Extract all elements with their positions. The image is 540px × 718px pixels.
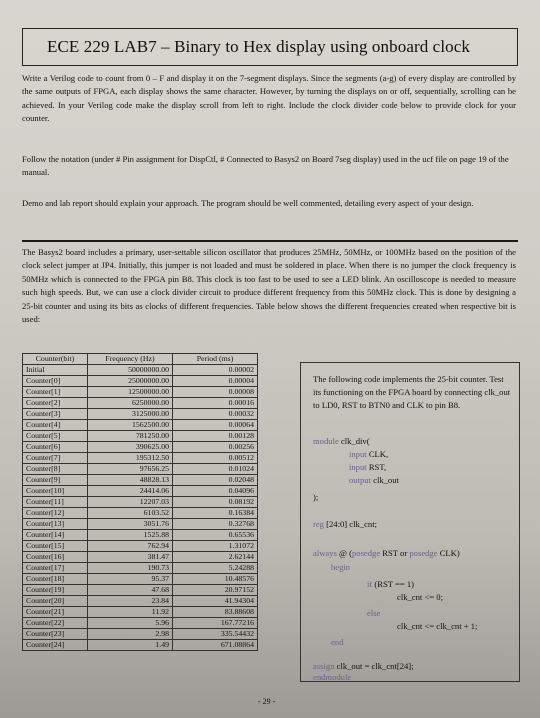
table-cell: 1525.88 <box>88 530 173 541</box>
paragraph-basys2: The Basys2 board includes a primary, user-settable silicon oscillator that produces 25MHz, 50MHz, or 100MHz based on the position of the clock select jumper at JP4. Initially, this jumper is not loaded and must be soldered in place. When there is no jumper the clock frequency is 50MHz which is connected to the FPGA pin B8. This clock is too fast to be used to see a LED blink. An oscilloscope is needed to measure such high speeds. But, we can use a clock divider circuit to produce different frequency from this 50MHz clock. This is done by designing a 25-bit counter and using its bits as clocks of different frequencies. Table below shows the different frequencies created when respective bit is used: <box>22 247 516 325</box>
code-keyword: endmodule <box>313 672 352 682</box>
table-row <box>23 552 258 563</box>
table-cell: Counter[3] <box>23 409 88 420</box>
table-cell: Counter[15] <box>23 541 88 552</box>
table-cell: 5.24288 <box>173 563 258 574</box>
table-row <box>23 508 258 519</box>
paragraph-demo: Demo and lab report should explain your approach. The program should be well commented, detailing every aspect of your design. <box>22 198 474 208</box>
table-cell: 2.98 <box>88 629 173 640</box>
table-header-cell: Frequency (Hz) <box>88 354 173 365</box>
table-row <box>23 596 258 607</box>
code-keyword: else <box>367 608 381 618</box>
code-line <box>349 448 388 461</box>
table-cell: 390625.00 <box>88 442 173 453</box>
code-text: @ ( <box>339 548 352 558</box>
table-row <box>23 442 258 453</box>
table-cell: Counter[13] <box>23 519 88 530</box>
table-cell: 2.62144 <box>173 552 258 563</box>
code-keyword: always <box>313 548 337 558</box>
table-row <box>23 453 258 464</box>
table-cell: Counter[10] <box>23 486 88 497</box>
table-cell: 20.97152 <box>173 585 258 596</box>
table-cell: Counter[0] <box>23 376 88 387</box>
code-keyword: end <box>331 637 344 647</box>
table-cell: 0.00008 <box>173 387 258 398</box>
table-cell: 0.02048 <box>173 475 258 486</box>
table-cell: 0.00512 <box>173 453 258 464</box>
table-cell: 0.00032 <box>173 409 258 420</box>
table-cell: Counter[11] <box>23 497 88 508</box>
table-cell: 12500000.00 <box>88 387 173 398</box>
table-row <box>23 519 258 530</box>
table-cell: Counter[21] <box>23 607 88 618</box>
table-row <box>23 464 258 475</box>
table-cell: 0.65536 <box>173 530 258 541</box>
code-keyword: begin <box>331 562 351 572</box>
table-cell: 0.00002 <box>173 365 258 376</box>
code-line <box>313 518 377 531</box>
table-cell: Initial <box>23 365 88 376</box>
code-keyword: posedge <box>351 548 381 558</box>
table-cell: Counter[18] <box>23 574 88 585</box>
code-line: ); <box>313 492 319 502</box>
table-row <box>23 376 258 387</box>
paragraph-notation: Follow the notation (under # Pin assignment for DispCtl, # Connected to Basys2 on Board 7seg display) used in the ucf file on page 19 of the manual. <box>22 154 509 178</box>
table-cell: Counter[9] <box>23 475 88 486</box>
table-cell: 11.92 <box>88 607 173 618</box>
code-text: CLK, <box>368 449 389 459</box>
table-cell: 24414.06 <box>88 486 173 497</box>
table-cell: 0.08192 <box>173 497 258 508</box>
code-text: RST or <box>382 548 408 558</box>
table-row <box>23 618 258 629</box>
table-cell: 23.84 <box>88 596 173 607</box>
table-cell: 0.00256 <box>173 442 258 453</box>
table-row <box>23 486 258 497</box>
table-cell: 95.37 <box>88 574 173 585</box>
table-row <box>23 420 258 431</box>
code-keyword: assign <box>313 661 335 671</box>
table-cell: Counter[23] <box>23 629 88 640</box>
table-cell: Counter[1] <box>23 387 88 398</box>
table-cell: 10.48576 <box>173 574 258 585</box>
code-keyword: input <box>349 449 367 459</box>
table-cell: 1562500.00 <box>88 420 173 431</box>
table-cell: Counter[16] <box>23 552 88 563</box>
code-keyword: output <box>349 475 371 485</box>
table-cell: 0.00128 <box>173 431 258 442</box>
code-text: clk_div( <box>340 436 370 446</box>
title-box <box>22 28 518 66</box>
table-row <box>23 475 258 486</box>
table-cell: 48828.13 <box>88 475 173 486</box>
code-text: clk_out <box>373 475 399 485</box>
table-cell: 3125000.00 <box>88 409 173 420</box>
table-cell: Counter[24] <box>23 640 88 651</box>
table-row <box>23 530 258 541</box>
table-cell: Counter[8] <box>23 464 88 475</box>
table-header-row <box>23 354 258 365</box>
table-row <box>23 497 258 508</box>
table-cell: 335.54432 <box>173 629 258 640</box>
table-row <box>23 387 258 398</box>
frequency-table <box>22 353 258 651</box>
table-cell: Counter[12] <box>23 508 88 519</box>
table-row <box>23 431 258 442</box>
table-cell: 97656.25 <box>88 464 173 475</box>
table-row <box>23 574 258 585</box>
table-cell: 6103.52 <box>88 508 173 519</box>
table-cell: 195312.50 <box>88 453 173 464</box>
table-cell: 1.49 <box>88 640 173 651</box>
page-title: ECE 229 LAB7 – Binary to Hex display using onboard clock <box>47 37 470 56</box>
code-keyword: posedge <box>409 548 438 558</box>
page-number: - 29 - <box>258 697 276 706</box>
code-line <box>349 474 399 487</box>
table-cell: 781250.00 <box>88 431 173 442</box>
table-cell: 381.47 <box>88 552 173 563</box>
table-cell: Counter[17] <box>23 563 88 574</box>
table-row <box>23 607 258 618</box>
separator-line <box>22 240 518 242</box>
table-cell: 12207.03 <box>88 497 173 508</box>
code-box <box>300 362 520 682</box>
code-keyword: input <box>349 462 367 472</box>
table-cell: 47.68 <box>88 585 173 596</box>
code-keyword: if <box>367 579 373 589</box>
code-text: RST, <box>368 462 387 472</box>
table-cell: 0.04096 <box>173 486 258 497</box>
code-text: (RST == 1) <box>374 579 415 589</box>
table-cell: 41.94304 <box>173 596 258 607</box>
table-cell: Counter[2] <box>23 398 88 409</box>
code-keyword: reg <box>313 519 324 529</box>
table-cell: 190.73 <box>88 563 173 574</box>
table-cell: 167.77216 <box>173 618 258 629</box>
table-cell: 83.88608 <box>173 607 258 618</box>
code-intro: The following code implements the 25-bit counter. Test its functioning on the FPGA board by connecting clk_out to LD0, RST to BTN0 and CLK to pin B8. <box>313 374 511 410</box>
table-cell: Counter[7] <box>23 453 88 464</box>
table-cell: 0.00004 <box>173 376 258 387</box>
table-cell: 671.08864 <box>173 640 258 651</box>
code-line: clk_cnt <= 0; <box>397 592 443 602</box>
table-cell: 0.00064 <box>173 420 258 431</box>
table-header-cell: Period (ms) <box>173 354 258 365</box>
table-cell: 5.96 <box>88 618 173 629</box>
table-cell: Counter[14] <box>23 530 88 541</box>
table-row <box>23 563 258 574</box>
table-row <box>23 541 258 552</box>
paragraph-instructions: Write a Verilog code to count from 0 – F and display it on the 7-segment displays. Since the segments (a-g) of every display are controlled by the same outputs of FPGA, each display shows the same character. However, by turning the displays on or off, sequentially, scrolling can be achieved. In your Verilog code make the display scroll from left to right. Include the clock divider code below to provide clock for your counter. <box>22 73 516 124</box>
table-cell: 0.16384 <box>173 508 258 519</box>
code-line: clk_cnt <= clk_cnt + 1; <box>397 621 478 631</box>
table-row <box>23 629 258 640</box>
code-line <box>313 435 370 448</box>
code-text: clk_out = clk_cnt[24]; <box>336 661 414 671</box>
table-cell: 3051.76 <box>88 519 173 530</box>
table-cell: Counter[19] <box>23 585 88 596</box>
code-line <box>349 461 386 474</box>
table-cell: 25000000.00 <box>88 376 173 387</box>
code-line <box>367 578 414 591</box>
code-text: CLK) <box>439 548 460 558</box>
table-row <box>23 398 258 409</box>
code-keyword: module <box>313 436 339 446</box>
table-cell: 0.00016 <box>173 398 258 409</box>
table-header-cell: Counter(bit) <box>23 354 88 365</box>
table-row <box>23 409 258 420</box>
table-cell: Counter[5] <box>23 431 88 442</box>
table-cell: 0.01024 <box>173 464 258 475</box>
table-cell: Counter[20] <box>23 596 88 607</box>
table-row <box>23 640 258 651</box>
table-cell: 0.32768 <box>173 519 258 530</box>
table-cell: Counter[22] <box>23 618 88 629</box>
table-cell: Counter[6] <box>23 442 88 453</box>
table-cell: Counter[4] <box>23 420 88 431</box>
table-cell: 1.31072 <box>173 541 258 552</box>
table-cell: 50000000.00 <box>88 365 173 376</box>
table-row <box>23 365 258 376</box>
code-line <box>313 547 460 560</box>
code-text: [24:0] clk_cnt; <box>326 519 377 529</box>
table-cell: 6250000.00 <box>88 398 173 409</box>
table-cell: 762.94 <box>88 541 173 552</box>
table-row <box>23 585 258 596</box>
